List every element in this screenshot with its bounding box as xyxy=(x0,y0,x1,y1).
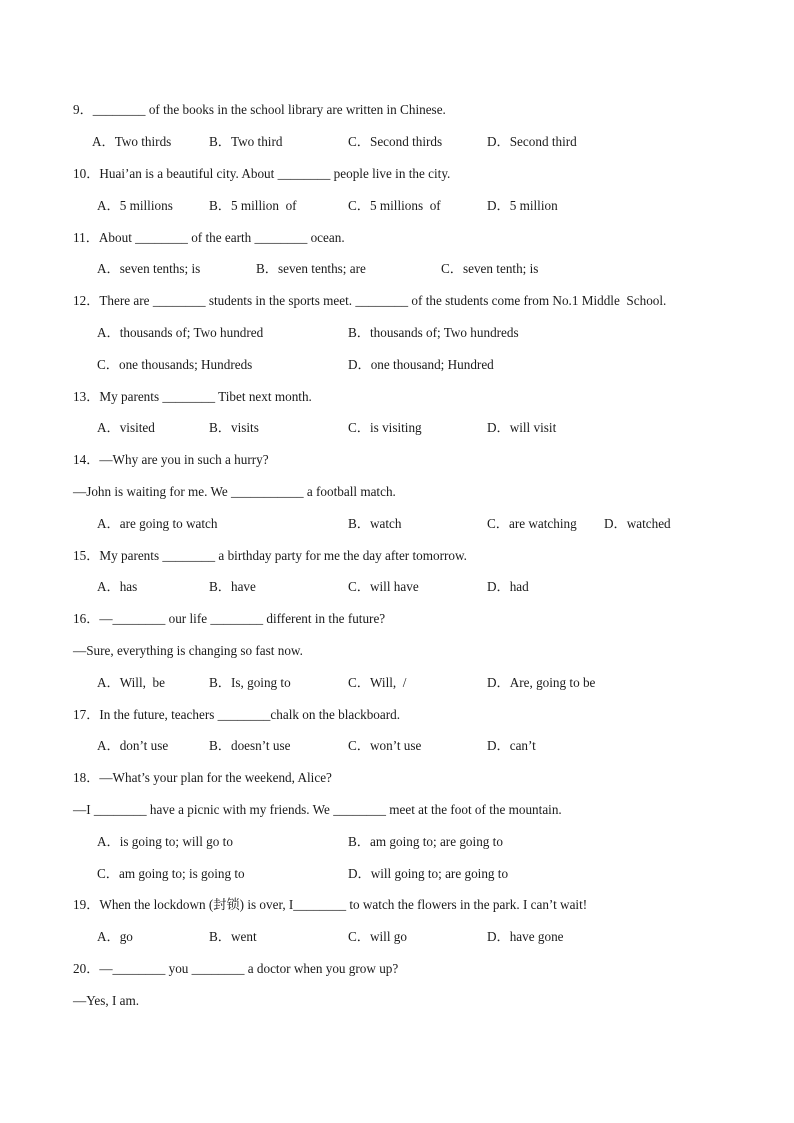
question-12-option-a[interactable]: A．thousands of; Two hundred xyxy=(97,325,264,340)
question-14-reply: —John is waiting for me. We ___________ a football match. xyxy=(73,484,396,499)
question-17-option-d[interactable]: D．can’t xyxy=(487,738,536,753)
question-12-option-d[interactable]: D．one thousand; Hundred xyxy=(348,357,494,372)
question-15-option-c[interactable]: C．will have xyxy=(348,579,419,594)
question-16-reply: —Sure, everything is changing so fast now. xyxy=(73,643,303,658)
question-17-option-b[interactable]: B．doesn’t use xyxy=(209,738,291,753)
question-9-option-b[interactable]: B．Two third xyxy=(209,134,283,149)
question-13-option-b[interactable]: B．visits xyxy=(209,420,259,435)
question-16-option-c[interactable]: C．Will, / xyxy=(348,675,407,690)
question-11-option-a[interactable]: A．seven tenths; is xyxy=(97,261,201,276)
question-15-stem: 15．My parents ________ a birthday party for me the day after tomorrow. xyxy=(73,548,467,563)
question-14-option-b[interactable]: B．watch xyxy=(348,516,402,531)
question-11-stem: 11．About ________ of the earth ________ ocean. xyxy=(73,230,345,245)
question-16-option-d[interactable]: D．Are, going to be xyxy=(487,675,596,690)
question-16-option-a[interactable]: A．Will, be xyxy=(97,675,165,690)
question-18-option-d[interactable]: D．will going to; are going to xyxy=(348,866,509,881)
question-17-option-c[interactable]: C．won’t use xyxy=(348,738,422,753)
question-18-option-a[interactable]: A．is going to; will go to xyxy=(97,834,233,849)
question-12-stem: 12．There are ________ students in the sports meet. ________ of the students come from No.1 Middle School. xyxy=(73,293,667,308)
question-13-option-a[interactable]: A．visited xyxy=(97,420,155,435)
question-10-option-a[interactable]: A．5 millions xyxy=(97,198,173,213)
question-11-option-c[interactable]: C．seven tenth; is xyxy=(441,261,539,276)
question-14-stem: 14．—Why are you in such a hurry? xyxy=(73,452,269,467)
question-17-option-a[interactable]: A．don’t use xyxy=(97,738,169,753)
question-9-option-d[interactable]: D．Second third xyxy=(487,134,577,149)
question-10-option-b[interactable]: B．5 million of xyxy=(209,198,297,213)
question-15-option-b[interactable]: B．have xyxy=(209,579,256,594)
question-14-option-a[interactable]: A．are going to watch xyxy=(97,516,218,531)
question-10-stem: 10．Huai’an is a beautiful city. About ________ people live in the city. xyxy=(73,166,451,181)
question-10-option-d[interactable]: D．5 million xyxy=(487,198,558,213)
question-19-option-a[interactable]: A．go xyxy=(97,929,133,944)
question-19-option-c[interactable]: C．will go xyxy=(348,929,407,944)
question-19-stem: 19．When the lockdown (封锁) is over, I________ to watch the flowers in the park. I can’t wait! xyxy=(73,897,588,912)
question-13-option-c[interactable]: C．is visiting xyxy=(348,420,422,435)
question-19-option-b[interactable]: B．went xyxy=(209,929,257,944)
question-9-option-a[interactable]: A．Two thirds xyxy=(92,134,172,149)
question-15-option-d[interactable]: D．had xyxy=(487,579,529,594)
question-9-stem: 9．________ of the books in the school library are written in Chinese. xyxy=(73,102,446,117)
question-18-option-b[interactable]: B．am going to; are going to xyxy=(348,834,503,849)
question-11-option-b[interactable]: B．seven tenths; are xyxy=(256,261,366,276)
question-12-option-b[interactable]: B．thousands of; Two hundreds xyxy=(348,325,519,340)
question-12-option-c[interactable]: C．one thousands; Hundreds xyxy=(97,357,253,372)
question-19-option-d[interactable]: D．have gone xyxy=(487,929,564,944)
question-13-stem: 13．My parents ________ Tibet next month. xyxy=(73,389,312,404)
question-16-option-b[interactable]: B．Is, going to xyxy=(209,675,291,690)
question-20-reply: —Yes, I am. xyxy=(73,993,140,1008)
question-15-option-a[interactable]: A．has xyxy=(97,579,138,594)
question-18-reply: —I ________ have a picnic with my friends. We ________ meet at the foot of the mountain. xyxy=(73,802,562,817)
question-10-option-c[interactable]: C．5 millions of xyxy=(348,198,441,213)
question-9-option-c[interactable]: C．Second thirds xyxy=(348,134,443,149)
question-14-option-d[interactable]: D．watched xyxy=(604,516,671,531)
question-16-stem: 16．—________ our life ________ different in the future? xyxy=(73,611,386,626)
question-18-stem: 18．—What’s your plan for the weekend, Alice? xyxy=(73,770,332,785)
question-14-option-c[interactable]: C．are watching xyxy=(487,516,577,531)
question-20-stem: 20．—________ you ________ a doctor when you grow up? xyxy=(73,961,399,976)
question-13-option-d[interactable]: D．will visit xyxy=(487,420,557,435)
question-17-stem: 17．In the future, teachers ________chalk on the blackboard. xyxy=(73,707,401,722)
question-18-option-c[interactable]: C．am going to; is going to xyxy=(97,866,245,881)
